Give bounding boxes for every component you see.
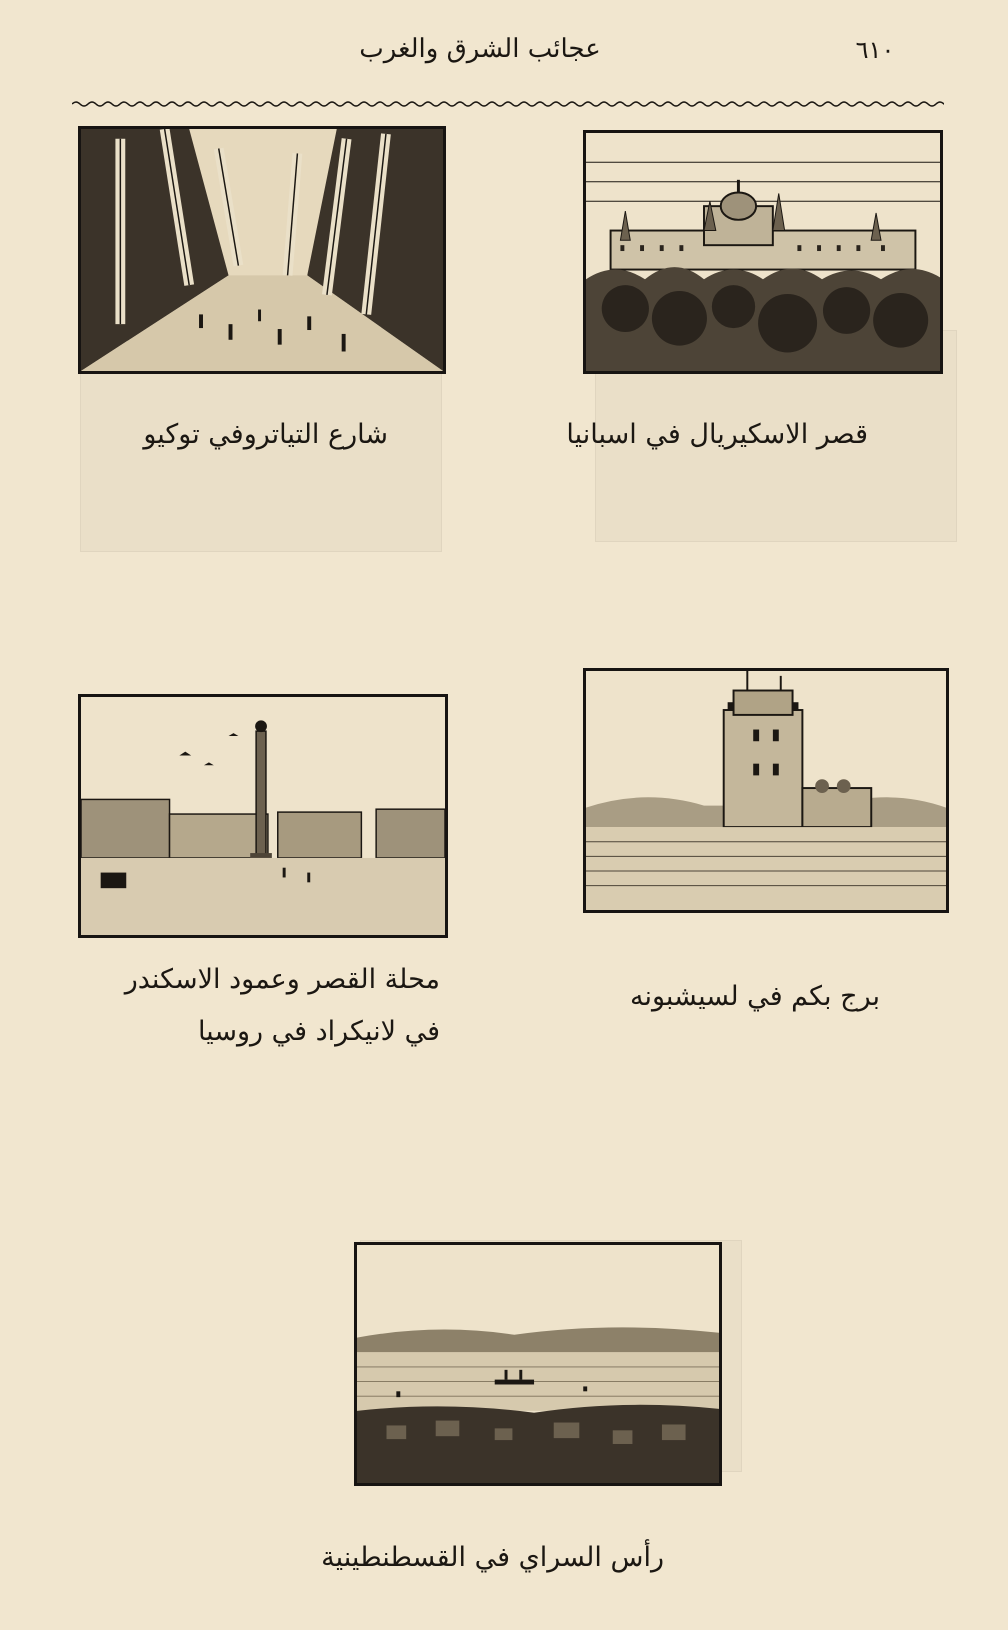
caption-palace-square-line2: في لانيكراد في روسيا — [197, 1016, 440, 1047]
caption-belem-tower: برج بكم في لسيشبونه — [629, 981, 880, 1012]
caption-seraglio-point: رأس السراي في القسطنطينية — [321, 1542, 664, 1573]
tokyo-street-engraving — [78, 126, 446, 374]
escorial-palace-engraving — [583, 130, 943, 374]
caption-tokyo-street: شارع التياتروفي توكيو — [143, 419, 388, 450]
caption-escorial: قصر الاسكيريال في اسبانيا — [566, 419, 868, 450]
seraglio-illustration — [357, 1245, 719, 1483]
belem-tower-engraving — [583, 668, 949, 913]
seraglio-point-engraving — [354, 1242, 722, 1486]
page-number: ٦١٠ — [855, 36, 895, 64]
header-wavy-rule — [72, 98, 944, 110]
palace-illustration — [586, 133, 940, 371]
caption-palace-square-line1: محلة القصر وعمود الاسكندر — [124, 964, 440, 995]
street-illustration — [81, 129, 443, 371]
square-illustration — [81, 697, 445, 935]
running-header-title: عجائب الشرق والغرب — [359, 34, 601, 64]
palace-square-engraving — [78, 694, 448, 938]
tower-illustration — [586, 671, 946, 910]
